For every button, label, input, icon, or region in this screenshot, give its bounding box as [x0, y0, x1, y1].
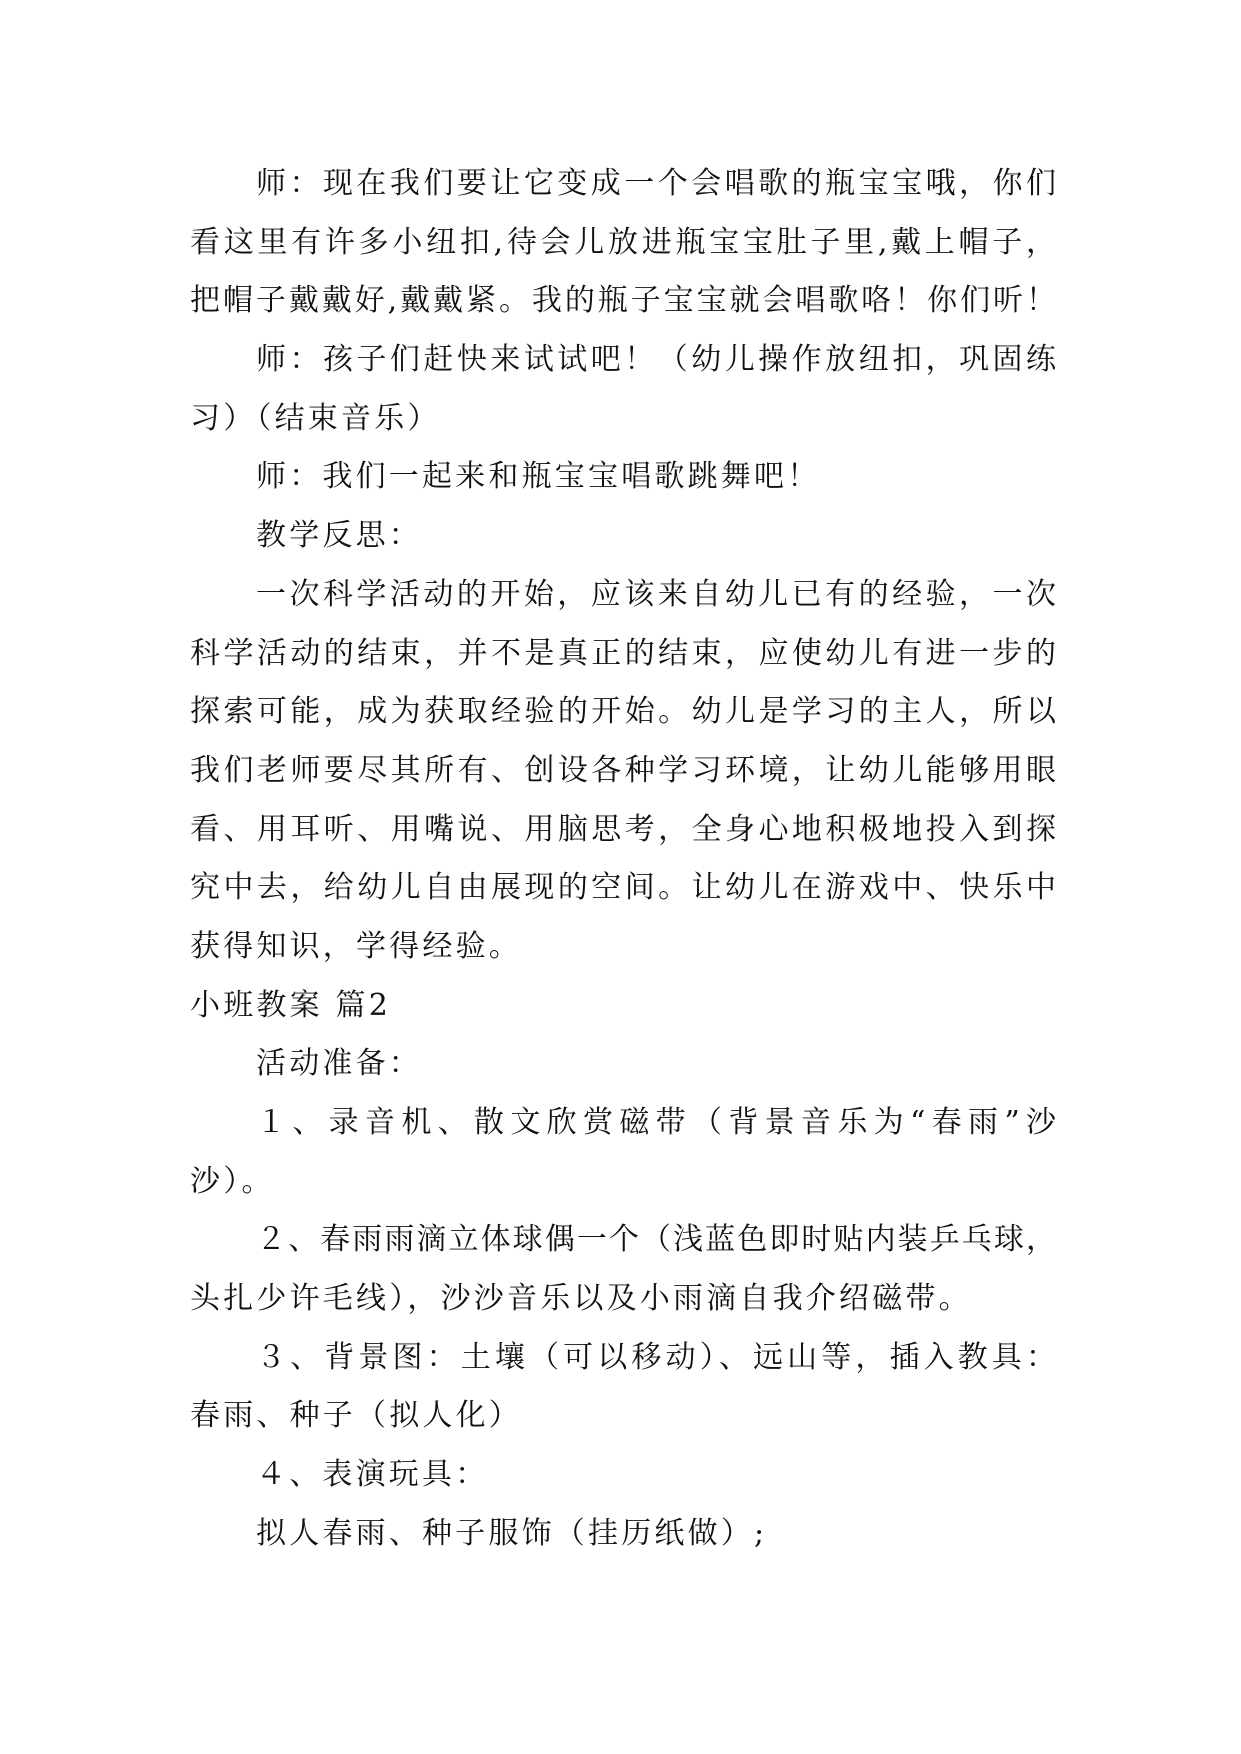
- reflection-line: 我们老师要尽其所有、创设各种学习环境，让幼儿能够用眼: [190, 752, 1056, 788]
- preparation-title: 活动准备：: [256, 1046, 422, 1082]
- reflection-line: 一次科学活动的开始，应该来自幼儿已有的经验，一次: [256, 576, 1056, 612]
- preparation-item-line: 春雨、种子（拟人化）: [190, 1398, 522, 1434]
- dialogue-line: 师：我们一起来和瓶宝宝唱歌跳舞吧！: [256, 459, 821, 495]
- document-body: [190, 155, 1056, 1564]
- reflection-line: 究中去，给幼儿自由展现的空间。让幼儿在游戏中、快乐中: [190, 870, 1056, 906]
- preparation-item-line: 沙）。: [190, 1163, 275, 1199]
- preparation-item-line: ２、春雨雨滴立体球偶一个（浅蓝色即时贴内装乒乓球，: [256, 1222, 1056, 1258]
- dialogue-line: 师：现在我们要让它变成一个会唱歌的瓶宝宝哦，你们: [256, 166, 1056, 201]
- reflection-line: 获得知识，学得经验。: [190, 928, 522, 964]
- preparation-item-detail: 拟人春雨、种子服饰（挂历纸做）;: [256, 1515, 768, 1551]
- reflection-line: 看、用耳听、用嘴说、用脑思考，全身心地积极地投入到探: [190, 811, 1056, 847]
- dialogue-line: 把帽子戴戴好,戴戴紧。我的瓶子宝宝就会唱歌咯！你们听！: [190, 283, 1056, 319]
- dialogue-line: 习）（结束音乐）: [190, 400, 441, 436]
- reflection-line: 科学活动的结束，并不是真正的结束，应使幼儿有进一步的: [190, 635, 1056, 671]
- preparation-item-line: ３、背景图：土壤（可以移动）、远山等，插入教具：: [256, 1339, 1056, 1375]
- preparation-item-line: 头扎少许毛线），沙沙音乐以及小雨滴自我介绍磁带。: [190, 1281, 972, 1317]
- preparation-item-line: １、录音机、散文欣赏磁带（背景音乐为“春雨”沙: [256, 1105, 1056, 1140]
- reflection-line: 探索可能，成为获取经验的开始。幼儿是学习的主人，所以: [190, 694, 1056, 730]
- preparation-item-line: ４、表演玩具：: [256, 1457, 489, 1493]
- dialogue-line: 看这里有许多小纽扣,待会儿放进瓶宝宝肚子里,戴上帽子，: [190, 224, 1056, 260]
- dialogue-line: 师：孩子们赶快来试试吧！（幼儿操作放纽扣，巩固练: [256, 342, 1056, 378]
- reflection-title: 教学反思：: [256, 518, 422, 554]
- section-heading: 小班教案 篇2: [190, 987, 392, 1023]
